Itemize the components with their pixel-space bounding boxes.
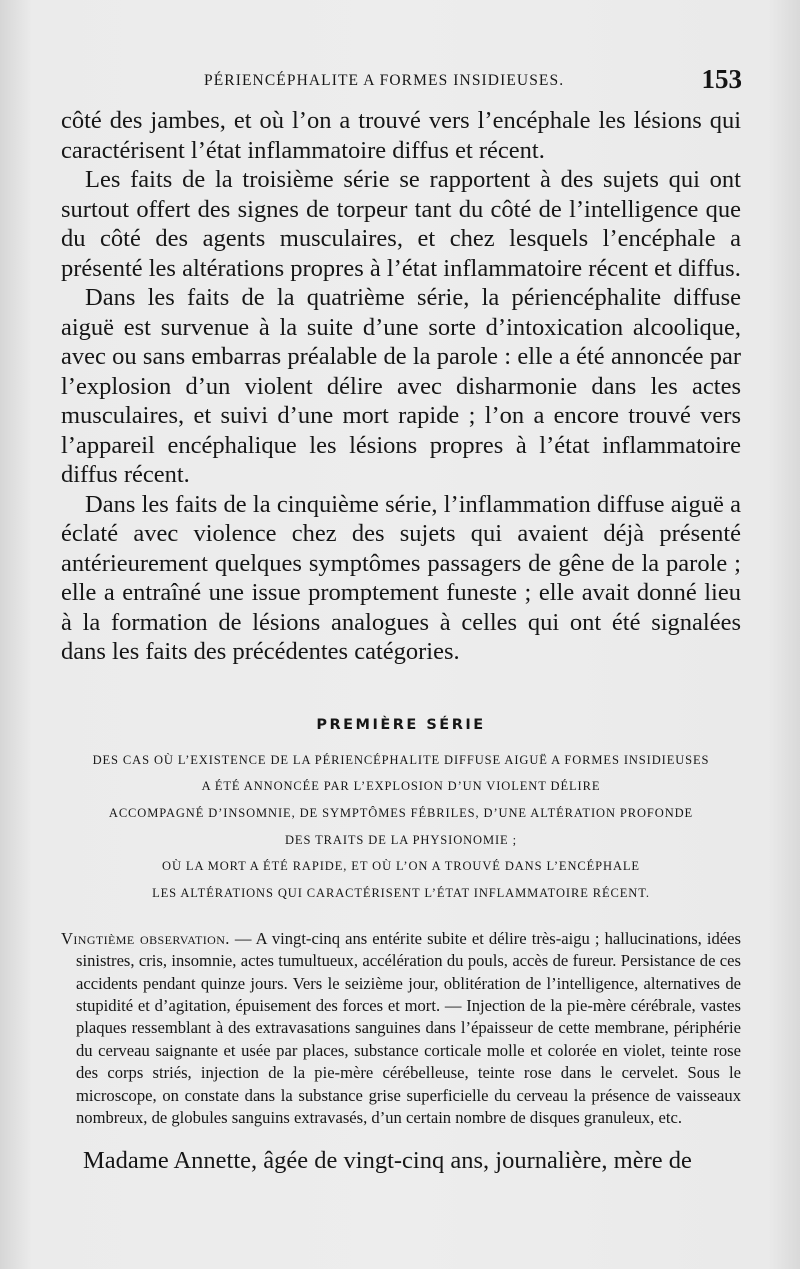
observation-text: — A vingt-cinq ans entérite subite et délire très-aigu ; hallucinations, idées sinistres, cris, insomnie, actes tumultueux, accélération du pouls, accès de fureur. Persistance de ces accidents pendant quinze jours. Vers le seizième jour, oblitération de l’intelligence, alternatives de stupidité et d’agitation, épuisement des forces et mort. — Injection de la pie-mère cérébrale, vastes plaques ressemblant à des extravasations sanguines dans l’épaisseur de cette membrane, périphérie du cerveau saignante et usée par places, substance corticale molle et colorée en violet, teinte rose des corps striés, injection de la pie-mère cérébelleuse, teinte rose dans le cervelet. Sous le microscope, on constate dans la substance grise superficielle du cerveau la présence de vaisseaux nombreux, de globules sanguins extravasés, d’un certain nombre de disques granuleux, etc.	[76, 928, 741, 1127]
paragraph-fourth-series: Dans les faits de la quatrième série, la périencéphalite diffuse aiguë est survenue à la suite d’une sorte d’intoxication alcoolique, avec ou sans embarras préalable de la parole : elle a été annoncée par l’explosion d’un violent délire avec disharmonie dans les actes musculaires, et suivi d’une mort rapide ; l’on a encore trouvé vers l’appareil encéphalique les lésions propres à l’état inflammatoire diffus récent.	[61, 284, 741, 488]
page-number: 153	[701, 64, 742, 94]
series-subtitle-line: ACCOMPAGNÉ D’INSOMNIE, DE SYMPTÔMES FÉBRILES, D’UNE ALTÉRATION PROFONDE	[108, 805, 694, 820]
paragraph-fifth-series: Dans les faits de la cinquième série, l’inflammation diffuse aiguë a éclaté avec violence chez des sujets qui avaient déjà présenté antérieurement quelques symptômes passagers de gêne de la parole ; elle a entraîné une issue promptement funeste ; elle avait donné lieu à la formation de lésions analogues à celles qui ont été signalées dans les faits des précédentes catégories.	[61, 490, 741, 665]
page-content	[61, 106, 741, 1201]
series-subtitle-line: DES TRAITS DE LA PHYSIONOMIE ;	[285, 832, 517, 847]
series-subtitle-line: DES CAS OÙ L’EXISTENCE DE LA PÉRIENCÉPHALITE DIFFUSE AIGUË A FORMES INSIDIEUSES	[92, 752, 710, 767]
series-heading	[61, 717, 741, 907]
series-subtitle-line: A ÉTÉ ANNONCÉE PAR L’EXPLOSION D’UN VIOLENT DÉLIRE	[201, 779, 601, 794]
page-header	[86, 62, 742, 96]
paragraph-continuation: côté des jambes, et où l’on a trouvé vers l’encéphale les lésions qui caractérisent l’état inflammatoire diffus et récent.	[61, 107, 741, 164]
series-subtitle-line: OÙ LA MORT A ÉTÉ RAPIDE, ET OÙ L’ON A TROUVÉ DANS L’ENCÉPHALE	[162, 859, 640, 874]
series-subtitle-line: LES ALTÉRATIONS QUI CARACTÉRISENT L’ÉTAT INFLAMMATOIRE RÉCENT.	[152, 886, 650, 901]
closing-line: Madame Annette, âgée de vingt-cinq ans, journalière, mère de	[83, 1147, 692, 1175]
running-title: PÉRIENCÉPHALITE A FORMES INSIDIEUSES.	[204, 72, 565, 89]
series-title: PREMIÈRE SÉRIE	[316, 716, 486, 733]
observation-label: Vingtième observation.	[61, 928, 230, 948]
paragraph-third-series: Les faits de la troisième série se rapportent à des sujets qui ont surtout offert des signes de torpeur tant du côté de l’intelligence que du côté des agents musculaires, et chez lesquels l’encéphale a présenté les altérations propres à l’état inflammatoire récent et diffus.	[61, 166, 741, 282]
observation-summary	[61, 928, 741, 1130]
